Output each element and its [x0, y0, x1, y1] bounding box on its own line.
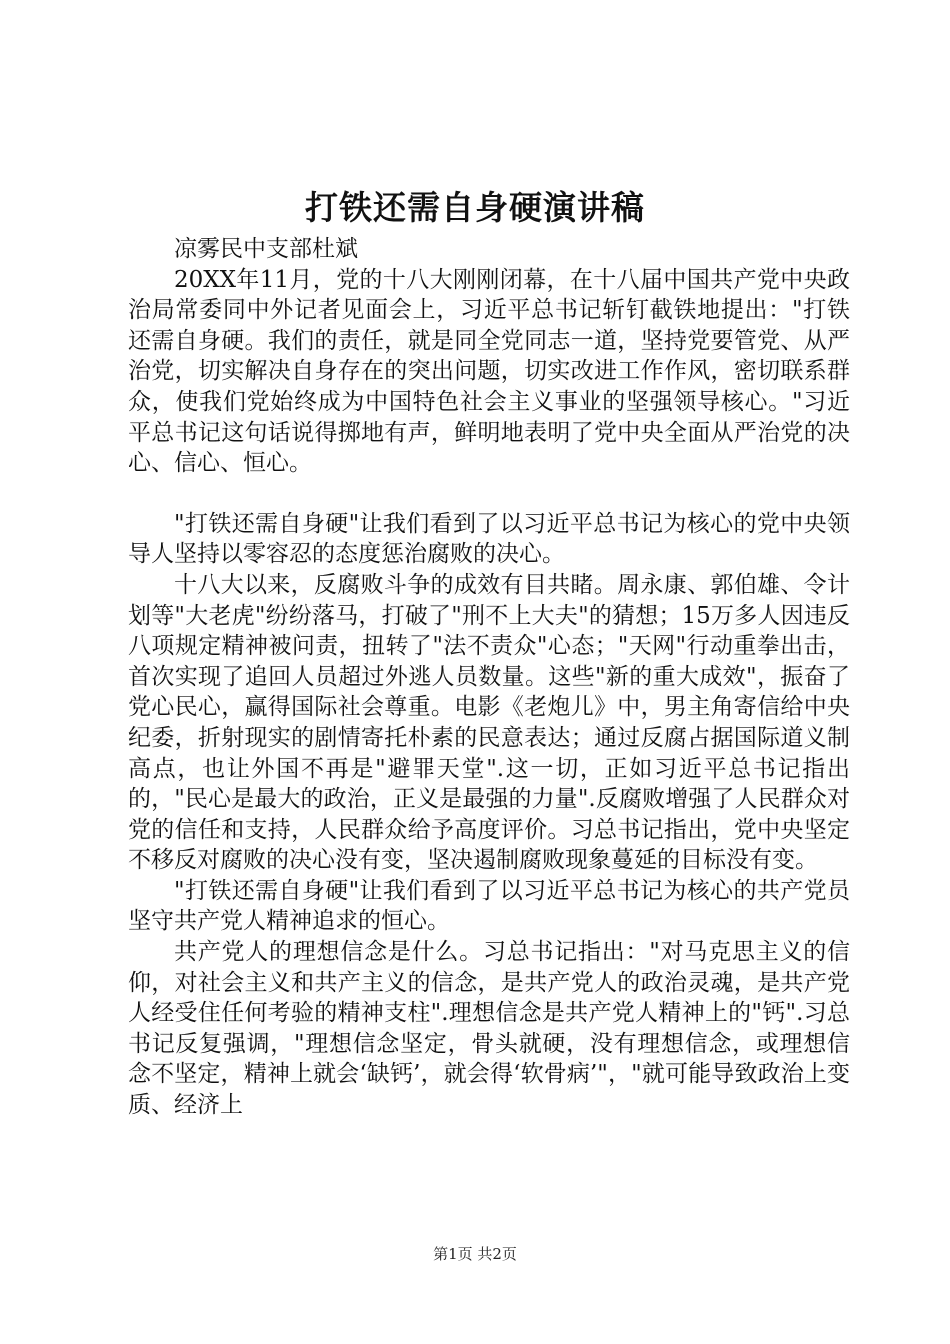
- document-title: 打铁还需自身硬演讲稿: [305, 188, 645, 227]
- paragraph: 十八大以来，反腐败斗争的成效有目共睹。周永康、郭伯雄、令计划等"大老虎"纷纷落马，打破了"刑不上大夫"的猜想；15万多人因违反八项规定精神被问责，扭转了"法不责众"心态；"天网"行动重拳出击，首次实现了追回人员超过外逃人员数量。这些"新的重大成效"，振奋了党心民心，赢得国际社会尊重。电影《老炮儿》中，男主角寄信给中央纪委，折射现实的剧情寄托朴素的民意表达；通过反腐占据国际道义制高点，也让外国不再是"避罪天堂".这一切，正如习近平总书记指出的，"民心是最大的政治，正义是最强的力量".反腐败增强了人民群众对党的信任和支持，人民群众给予高度评价。习总书记指出，党中央坚定不移反对腐败的决心没有变，坚决遏制腐败现象蔓延的目标没有变。: [128, 571, 850, 874]
- paragraph: "打铁还需自身硬"让我们看到了以习近平总书记为核心的共产党员坚守共产党人精神追求的恒心。: [128, 877, 850, 935]
- page-number-footer: 第1页 共2页: [433, 1245, 517, 1263]
- paragraph: "打铁还需自身硬"让我们看到了以习近平总书记为核心的党中央领导人坚持以零容忍的态度惩治腐败的决心。: [128, 510, 850, 568]
- paragraph: 20XX年11月，党的十八大刚刚闭幕，在十八届中国共产党中央政治局常委同中外记者见面会上，习近平总书记斩钉截铁地提出："打铁还需自身硬。我们的责任，就是同全党同志一道，坚持党要管党、从严治党，切实解决自身存在的突出问题，切实改进工作作风，密切联系群众，使我们党始终成为中国特色社会主义事业的坚强领导核心。"习近平总书记这句话说得掷地有声，鲜明地表明了党中央全面从严治党的决心、信心、恒心。: [128, 266, 850, 477]
- author-line: 凉雾民中支部杜斌: [174, 236, 358, 262]
- document-body: [128, 234, 850, 1121]
- paragraph: 共产党人的理想信念是什么。习总书记指出："对马克思主义的信仰，对社会主义和共产主义的信念，是共产党人的政治灵魂，是共产党人经受住任何考验的精神支柱".理想信念是共产党人精神上的"钙".习总书记反复强调，"理想信念坚定，骨头就硬，没有理想信念，或理想信念不坚定，精神上就会‘缺钙’，就会得‘软骨病’"，"就可能导致政治上变质、经济上: [128, 939, 850, 1119]
